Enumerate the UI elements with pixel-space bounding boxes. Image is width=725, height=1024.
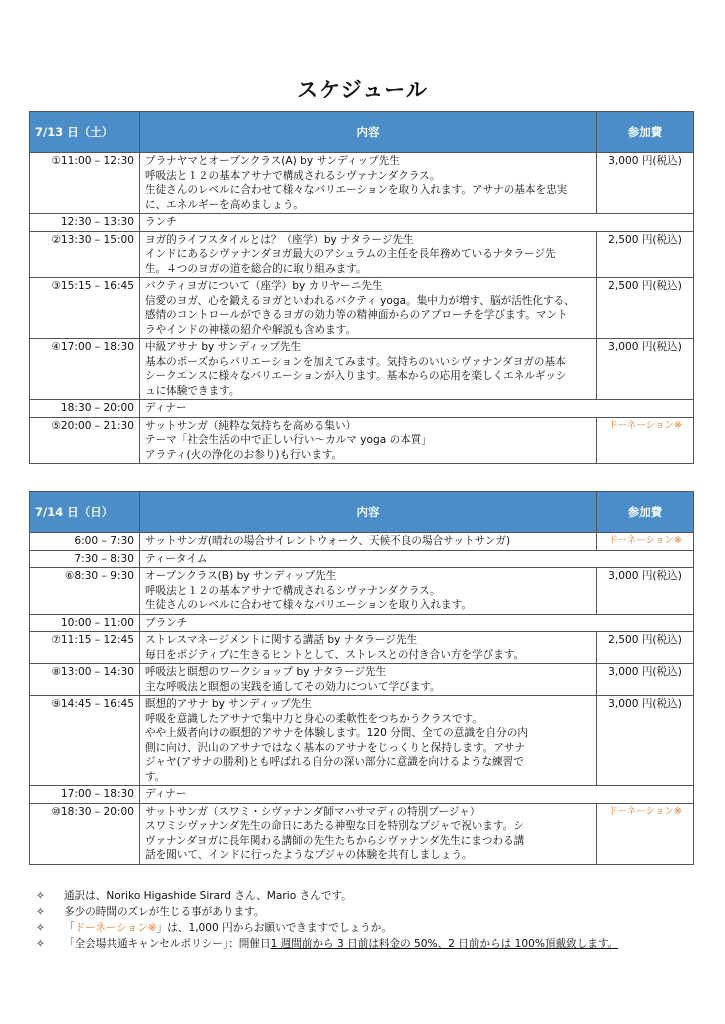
session-description: 生徒さんのレベルに合わせて様々なバリエーションを取り入れます。アサナの基本を忠実 <box>145 184 568 196</box>
note-text <box>64 936 618 952</box>
schedule-row <box>30 632 694 664</box>
schedule-table-day2 <box>29 491 694 865</box>
session-title: 瞑想的アサナ by サンディップ先生 <box>145 698 312 710</box>
time-cell: ②13:30 – 15:00 <box>30 231 140 278</box>
fee-cell: 3,000 円(税込) <box>597 153 694 214</box>
content-cell <box>140 550 694 568</box>
time-cell: ⑤20:00 – 21:30 <box>30 417 140 464</box>
note-item <box>36 904 706 920</box>
session-description: 話を聞いて、インドに行ったようなプジャの体験を共有しましょう。 <box>145 849 473 861</box>
session-title: サットサンガ（純粋な気持ちを高める集い） <box>145 419 357 432</box>
content-cell <box>140 417 597 464</box>
schedule-row <box>30 231 694 278</box>
session-title: サットサンガ(晴れの場合サイレントウォーク、天候不良の場合サットサンガ) <box>145 535 511 547</box>
time-cell: ④17:00 – 18:30 <box>30 339 140 400</box>
cancel-policy-label: 「全会場共通キャンセルポリシー」：開催日 <box>64 938 271 950</box>
time-cell: ⑥8:30 – 9:30 <box>30 568 140 615</box>
session-title: ティータイム <box>145 552 208 565</box>
content-cell <box>140 664 597 696</box>
time-cell: ⑨14:45 – 16:45 <box>30 696 140 786</box>
session-description: アラティ(火の浄化のお参り)も行います。 <box>145 448 343 461</box>
content-cell <box>140 231 597 278</box>
fee-cell: 2,500 円(税込) <box>597 632 694 664</box>
diamond-bullet-icon: ✧ <box>36 890 45 902</box>
content-cell <box>140 278 597 339</box>
session-title: ストレスマネージメントに関する講話 by ナタラージ先生 <box>145 634 418 646</box>
fee-cell: 3,000 円(税込) <box>597 664 694 696</box>
content-header: 内容 <box>140 492 597 533</box>
session-description: 基本のポーズからバリエーションを加えてみます。気持ちのいいシヴァナンダヨガの基本 <box>145 355 566 368</box>
session-description: 生徒さんのレベルに合わせて様々なバリエーションを取り入れます。 <box>145 599 472 611</box>
session-description: シークエンスに様々なバリエーションが入ります。基本からの応用を楽しくエネルギッシ <box>145 370 567 382</box>
diamond-bullet-icon: ✧ <box>36 938 45 950</box>
schedule-row <box>30 278 694 339</box>
note-item <box>36 936 706 952</box>
session-description: す。 <box>145 770 166 783</box>
session-description: 呼吸法と１２の基本アサナで構成されるシヴァナンダクラス。 <box>145 584 441 597</box>
time-cell: ⑦11:15 – 12:45 <box>30 632 140 664</box>
time-cell: 18:30 – 20:00 <box>30 400 140 418</box>
donation-label: ドーネーション※ <box>597 533 694 551</box>
session-title: ディナー <box>145 402 187 414</box>
schedule-row <box>30 533 694 551</box>
schedule-row <box>30 153 694 214</box>
note-item <box>36 888 706 904</box>
session-description: ジャヤ(アサナの勝利)とも呼ばれる自分の深い部分に意識を向けるような練習で <box>145 756 524 768</box>
session-description: ヴァナンダヨガに長年関わる講師の先生たちからシヴァナンダ先生にまつわる講 <box>145 834 525 847</box>
page-title: スケジュール <box>297 78 428 102</box>
content-cell <box>140 339 597 400</box>
note-text: 多少の時間のズレが生じる事があります。 <box>64 906 265 918</box>
session-title: バクティヨガについて（座学）by カリヤーニ先生 <box>145 280 383 292</box>
note-bracket: 「 <box>64 922 75 934</box>
session-description: ラやインドの神様の紹介や解説も含めます。 <box>145 323 357 336</box>
content-cell <box>140 533 597 551</box>
fee-header: 参加費 <box>597 492 694 533</box>
date-header: 7/14 日（日） <box>30 492 140 533</box>
session-description: 側に向け、沢山のアサナではなく基本のアサナをじっくりと保持します。アサナ <box>145 741 526 754</box>
session-description: 呼吸法と１２の基本アサナで構成されるシヴァナンダクラス。 <box>145 169 441 182</box>
session-title: オープンクラス(B) by サンディップ先生 <box>145 570 337 582</box>
session-title: 呼吸法と瞑想のワークショップ by ナタラージ先生 <box>145 666 387 678</box>
session-title: 中級アサナ by サンディップ先生 <box>145 341 302 353</box>
schedule-row <box>30 803 694 864</box>
session-title: ブランチ <box>145 616 188 629</box>
note-text-rest: 」は、1,000 円からお願いできますでしょうか。 <box>156 922 392 934</box>
session-description: やや上級者向けの瞑想的アサナを体験します。120 分間、全ての意識を自分の内 <box>145 727 528 739</box>
donation-label: ドーネーション※ <box>597 417 694 464</box>
session-description: インドにあるシヴァナンダヨガ最大のアシュラムの主任を長年務めているナタラージ先 <box>145 248 556 260</box>
fee-header: 参加費 <box>597 112 694 153</box>
content-cell <box>140 786 694 804</box>
schedule-row <box>30 696 694 786</box>
date-header: 7/13 日（土） <box>30 112 140 153</box>
note-text: 通訳は、Noriko Higashide Sirard さん、Mario さんです。 <box>64 890 352 902</box>
content-cell <box>140 214 694 232</box>
cancel-policy-terms: 1 週間前から 3 日前は料金の 50%、2 日前からは 100%頂戴致します。 <box>270 938 619 950</box>
content-cell <box>140 568 597 615</box>
schedule-table-day1 <box>29 111 694 464</box>
content-header: 内容 <box>140 112 597 153</box>
schedule-row <box>30 614 694 632</box>
schedule-row <box>30 417 694 464</box>
time-cell: 6:00 – 7:30 <box>30 533 140 551</box>
session-description: 主な呼吸法と瞑想の実践を通してその効力について学びます。 <box>145 680 441 693</box>
fee-cell: 3,000 円(税込) <box>597 696 694 786</box>
session-description: 信愛のヨガ、心を鍛えるヨガといわれるバクティ yoga。集中力が増す、脳が活性化する、 <box>145 294 575 307</box>
session-description: 毎日をポジティブに生きるヒントとして、ストレスとの付き合い方を学びます。 <box>145 648 525 661</box>
session-description: スワミシヴァナンダ先生の命日にあたる神聖な日を特別なプジャで祝います。シ <box>145 820 524 832</box>
session-title: ランチ <box>145 216 177 228</box>
time-cell: 12:30 – 13:30 <box>30 214 140 232</box>
time-cell: ⑧13:00 – 14:30 <box>30 664 140 696</box>
session-description: テーマ「社会生活の中で正しい行い〜カルマ yoga の本質」 <box>145 434 432 446</box>
content-cell <box>140 153 597 214</box>
session-title: ヨガ的ライフスタイルとは？（座学）by ナタラージ先生 <box>145 233 414 246</box>
diamond-bullet-icon: ✧ <box>36 922 45 934</box>
session-description: 生。４つのヨガの道を総合的に取り組みます。 <box>145 262 367 275</box>
time-cell: ③15:15 – 16:45 <box>30 278 140 339</box>
time-cell: 7:30 – 8:30 <box>30 550 140 568</box>
time-cell: ①11:00 – 12:30 <box>30 153 140 214</box>
session-description: 感情のコントロールができるヨガの効力等の精神面からのアプローチを学びます。マント <box>145 309 568 321</box>
diamond-bullet-icon: ✧ <box>36 906 45 918</box>
note-text <box>64 920 392 936</box>
content-cell <box>140 696 597 786</box>
fee-cell: 3,000 円(税込) <box>597 568 694 615</box>
session-description: ュに体験できます。 <box>145 384 240 397</box>
time-cell: 17:00 – 18:30 <box>30 786 140 804</box>
session-title: ディナー <box>145 788 187 800</box>
content-cell <box>140 632 597 664</box>
schedule-row <box>30 400 694 418</box>
notes-list <box>36 888 706 952</box>
session-title: サットサンガ（スワミ・シヴァナンダ師マハサマディの特別プージャ） <box>145 805 481 818</box>
schedule-row <box>30 550 694 568</box>
time-cell: ⑩18:30 – 20:00 <box>30 803 140 864</box>
donation-label: ドーネーション※ <box>597 803 694 864</box>
session-title: プラナヤマとオープンクラス(A) by サンディップ先生 <box>145 155 400 167</box>
donation-highlight: ドーネーション※ <box>74 922 157 934</box>
schedule-row <box>30 568 694 615</box>
time-cell: 10:00 – 11:00 <box>30 614 140 632</box>
content-cell <box>140 803 597 864</box>
session-description: に、エネルギーを高めましょう。 <box>145 198 304 211</box>
fee-cell: 2,500 円(税込) <box>597 231 694 278</box>
schedule-row <box>30 786 694 804</box>
content-cell <box>140 400 694 418</box>
schedule-row <box>30 664 694 696</box>
fee-cell: 2,500 円(税込) <box>597 278 694 339</box>
schedule-row <box>30 339 694 400</box>
content-cell <box>140 614 694 632</box>
note-item <box>36 920 706 936</box>
fee-cell: 3,000 円(税込) <box>597 339 694 400</box>
session-description: 呼吸を意識したアサナで集中力と身心の柔軟性をつちかうクラスです。 <box>145 712 483 725</box>
schedule-row <box>30 214 694 232</box>
